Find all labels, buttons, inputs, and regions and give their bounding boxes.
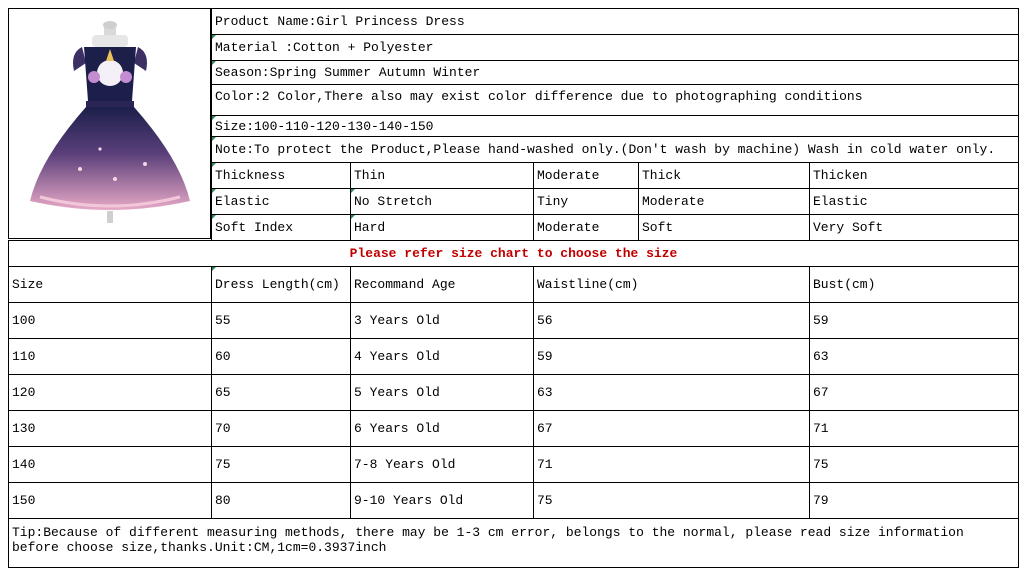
cell-text: 67 [813, 385, 829, 400]
cell-text: 80 [215, 493, 231, 508]
cell-text: 5 Years Old [354, 385, 440, 400]
cell-text: 140 [12, 457, 36, 472]
table-cell [809, 446, 1019, 482]
table-cell [809, 338, 1019, 374]
table-cell [211, 338, 350, 374]
property-value [533, 188, 638, 214]
bust-header [809, 266, 1019, 302]
banner-text: Please refer size chart to choose the size [349, 246, 678, 261]
product-size-text: Size:100-110-120-130-140-150 [215, 118, 434, 134]
table-cell [211, 446, 350, 482]
dress-illustration [20, 19, 200, 229]
property-value [638, 162, 809, 188]
cell-text: 75 [813, 457, 829, 472]
product-season-text: Season:Spring Summer Autumn Winter [215, 65, 481, 80]
property-text: Tiny [537, 194, 569, 209]
property-text: Thin [354, 168, 386, 183]
property-value [350, 214, 533, 240]
cell-text: 7-8 Years Old [354, 457, 456, 472]
table-cell [211, 302, 350, 338]
property-value [350, 188, 533, 214]
property-text: Thick [642, 168, 682, 183]
table-cell [211, 374, 350, 410]
property-text: Elastic [215, 194, 270, 209]
property-text: Moderate [537, 168, 600, 183]
cell-text: 110 [12, 349, 36, 364]
property-text: Soft [642, 220, 674, 235]
table-cell [8, 302, 211, 338]
header-text: Size [12, 277, 44, 292]
size-chart-sheet [8, 8, 1019, 568]
property-value [350, 162, 533, 188]
table-cell [211, 410, 350, 446]
cell-text: 9-10 Years Old [354, 493, 464, 508]
property-text: Hard [354, 220, 386, 235]
property-value [809, 162, 1019, 188]
cell-text: 60 [215, 349, 231, 364]
table-cell [8, 410, 211, 446]
cell-text: 120 [12, 385, 36, 400]
table-cell [350, 374, 533, 410]
cell-text: 3 Years Old [354, 313, 440, 328]
cell-text: 79 [813, 493, 829, 508]
product-color [211, 84, 1019, 115]
product-name-text: Product Name:Girl Princess Dress [215, 14, 465, 29]
product-note [211, 136, 1019, 162]
table-cell [533, 410, 809, 446]
property-text: No Stretch [354, 194, 433, 209]
header-text: Waistline(cm) [537, 277, 639, 292]
property-value [533, 162, 638, 188]
size-tip [8, 518, 1019, 568]
product-note-text: Note:To protect the Product,Please hand-washed only.(Don't wash by machine) Wash in cold water only. [215, 142, 996, 157]
table-cell [8, 338, 211, 374]
product-photo [8, 8, 211, 239]
cell-text: 56 [537, 313, 553, 328]
header-text: Dress Length(cm) [215, 277, 340, 292]
product-material-text: Material :Cotton + Polyester [215, 40, 434, 55]
cell-text: 55 [215, 313, 231, 328]
product-color-text: Color:2 Color,There also may exist color difference due to photographing conditions [215, 89, 863, 104]
table-cell [809, 374, 1019, 410]
product-name [211, 8, 1019, 34]
cell-text: 65 [215, 385, 231, 400]
table-cell [533, 338, 809, 374]
property-value [809, 188, 1019, 214]
property-text: Soft Index [215, 220, 294, 235]
waist-header [533, 266, 809, 302]
property-text: Elastic [813, 194, 868, 209]
header-text: Recommand Age [354, 277, 456, 292]
property-value [809, 214, 1019, 240]
cell-text: 130 [12, 421, 36, 436]
property-value [638, 214, 809, 240]
property-text: Moderate [537, 220, 600, 235]
tip-text: Tip:Because of different measuring methods, there may be 1-3 cm error, belongs to the normal, please read size information before choose size,thanks.Unit:CM,1cm=0.3937inch [12, 525, 964, 555]
cell-text: 63 [537, 385, 553, 400]
cell-text: 67 [537, 421, 553, 436]
table-cell [8, 374, 211, 410]
cell-text: 75 [537, 493, 553, 508]
property-text: Moderate [642, 194, 705, 209]
property-value [533, 214, 638, 240]
property-text: Very Soft [813, 220, 884, 235]
table-cell [809, 302, 1019, 338]
property-label [211, 188, 350, 214]
property-label [211, 214, 350, 240]
cell-text: 71 [537, 457, 553, 472]
table-cell [533, 374, 809, 410]
table-cell [533, 482, 809, 518]
cell-text: 75 [215, 457, 231, 472]
property-label [211, 162, 350, 188]
table-cell [350, 482, 533, 518]
table-cell [8, 446, 211, 482]
cell-text: 59 [813, 313, 829, 328]
table-cell [8, 482, 211, 518]
property-text: Thickness [215, 168, 286, 183]
cell-text: 100 [12, 313, 36, 328]
cell-text: 6 Years Old [354, 421, 440, 436]
cell-text: 150 [12, 493, 36, 508]
product-size [211, 115, 1019, 136]
header-text: Bust(cm) [813, 277, 876, 292]
cell-text: 63 [813, 349, 829, 364]
size-header [8, 266, 211, 302]
length-header [211, 266, 350, 302]
table-cell [809, 482, 1019, 518]
age-header [350, 266, 533, 302]
cell-text: 71 [813, 421, 829, 436]
product-material [211, 34, 1019, 60]
table-cell [350, 410, 533, 446]
cell-text: 70 [215, 421, 231, 436]
property-value [638, 188, 809, 214]
table-cell [350, 338, 533, 374]
product-season [211, 60, 1019, 84]
table-cell [533, 446, 809, 482]
cell-text: 59 [537, 349, 553, 364]
size-chart-banner [8, 240, 1019, 266]
table-cell [350, 302, 533, 338]
table-cell [809, 410, 1019, 446]
table-cell [350, 446, 533, 482]
property-text: Thicken [813, 168, 868, 183]
table-cell [533, 302, 809, 338]
cell-text: 4 Years Old [354, 349, 440, 364]
table-cell [211, 482, 350, 518]
